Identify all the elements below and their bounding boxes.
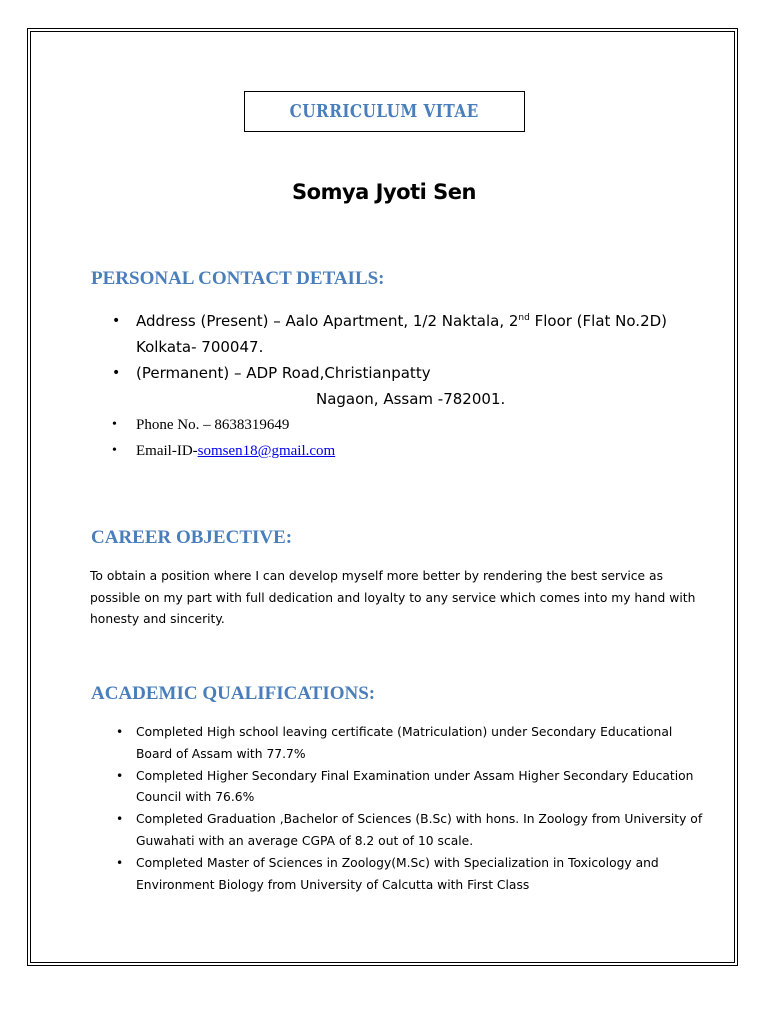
list-item: • Completed Higher Secondary Final Examination under Assam Higher Secondary Education Council with 76.6% xyxy=(114,766,704,810)
address-present-suffix: Floor (Flat No.2D) xyxy=(529,312,668,330)
contact-heading: PERSONAL CONTACT DETAILS: xyxy=(91,268,385,289)
phone xyxy=(112,412,712,438)
address-permanent xyxy=(112,360,712,412)
objective-text: To obtain a position where I can develop myself more better by rendering the best service as possible on my part with full dedication and loyalty to any service which comes into my hand with honesty and sincerity. xyxy=(90,569,696,626)
list-item: • Completed Master of Sciences in Zoology(M.Sc) with Specialization in Toxicology and Environment Biology from University of Calcutta with First Class xyxy=(114,853,704,897)
cv-title-box xyxy=(244,91,525,132)
email-label: Email-ID- xyxy=(136,443,198,459)
address-present xyxy=(112,308,712,360)
academics-heading: ACADEMIC QUALIFICATIONS: xyxy=(91,683,376,704)
candidate-name: Somya Jyoti Sen xyxy=(292,180,476,204)
address-present-sup: nd xyxy=(518,313,530,323)
email-link[interactable]: somsen18@gmail.com xyxy=(197,443,336,459)
phone-text: Phone No. – 8638319649 xyxy=(136,417,290,433)
contact-list xyxy=(112,308,712,464)
address-present-line2: Kolkata- 700047. xyxy=(136,338,264,356)
objective-heading: CAREER OBJECTIVE: xyxy=(91,527,293,548)
list-item: • Completed High school leaving certificate (Matriculation) under Secondary Educational Board of Assam with 77.7% xyxy=(114,722,704,766)
address-permanent-line2: Nagaon, Assam -782001. xyxy=(316,390,506,408)
cv-title: CURRICULUM VITAE xyxy=(289,101,480,122)
address-permanent-line1: (Permanent) – ADP Road,Christianpatty xyxy=(136,364,431,382)
list-item: • Completed Graduation ,Bachelor of Sciences (B.Sc) with hons. In Zoology from University of Guwahati with an average CGPA of 8.2 out of 10 scale. xyxy=(114,809,704,853)
email xyxy=(112,438,712,464)
academics-list xyxy=(114,722,704,896)
address-present-text: Address (Present) – Aalo Apartment, 1/2 Naktala, 2 xyxy=(136,312,519,330)
